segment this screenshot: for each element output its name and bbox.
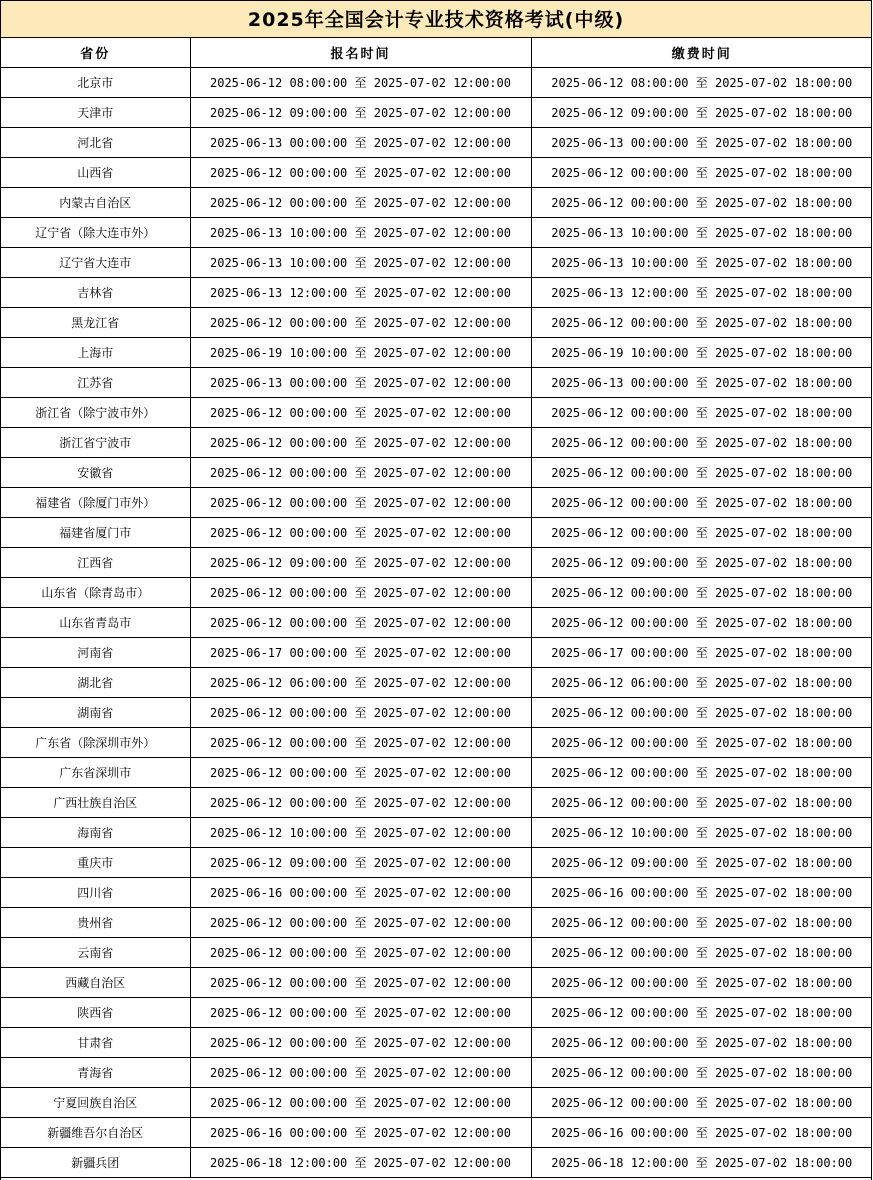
table-row: [1, 338, 872, 368]
table-row: [1, 848, 872, 878]
table-row: [1, 878, 872, 908]
table-row: [1, 308, 872, 338]
cell-payment: 2025-06-12 00:00:00 至 2025-07-02 18:00:00: [531, 1088, 872, 1118]
table-row: [1, 218, 872, 248]
cell-province: 辽宁省（除大连市外）: [1, 218, 190, 248]
cell-payment: 2025-06-17 00:00:00 至 2025-07-02 18:00:00: [531, 638, 872, 668]
cell-payment: 2025-06-12 00:00:00 至 2025-07-02 18:00:00: [531, 608, 872, 638]
cell-payment: 2025-06-12 00:00:00 至 2025-07-02 18:00:00: [531, 308, 872, 338]
cell-province: 广西壮族自治区: [1, 788, 190, 818]
cell-registration: 2025-06-13 10:00:00 至 2025-07-02 12:00:00: [190, 218, 531, 248]
cell-province: 山西省: [1, 158, 190, 188]
table-row: [1, 1148, 872, 1178]
table-row: [1, 398, 872, 428]
table-row: [1, 608, 872, 638]
cell-registration: 2025-06-12 00:00:00 至 2025-07-02 12:00:00: [190, 1088, 531, 1118]
cell-province: 天津市: [1, 98, 190, 128]
cell-province: 浙江省（除宁波市外）: [1, 398, 190, 428]
cell-registration: 2025-06-12 00:00:00 至 2025-07-02 12:00:00: [190, 608, 531, 638]
cell-province: 安徽省: [1, 458, 190, 488]
table-row: [1, 1028, 872, 1058]
cell-province: 江西省: [1, 548, 190, 578]
table-row: [1, 908, 872, 938]
cell-province: 辽宁省大连市: [1, 248, 190, 278]
table-row: [1, 1058, 872, 1088]
cell-province: 新疆维吾尔自治区: [1, 1118, 190, 1148]
cell-province: 北京市: [1, 68, 190, 98]
cell-province: 云南省: [1, 938, 190, 968]
table-row: [1, 1118, 872, 1148]
cell-payment: 2025-06-12 09:00:00 至 2025-07-02 18:00:00: [531, 548, 872, 578]
cell-registration: 2025-06-12 00:00:00 至 2025-07-02 12:00:00: [190, 578, 531, 608]
cell-registration: 2025-06-12 10:00:00 至 2025-07-02 12:00:00: [190, 818, 531, 848]
cell-payment: 2025-06-13 00:00:00 至 2025-07-02 18:00:00: [531, 128, 872, 158]
cell-payment: 2025-06-12 06:00:00 至 2025-07-02 18:00:00: [531, 668, 872, 698]
cell-payment: 2025-06-12 00:00:00 至 2025-07-02 18:00:00: [531, 938, 872, 968]
cell-payment: 2025-06-12 08:00:00 至 2025-07-02 18:00:00: [531, 68, 872, 98]
cell-registration: 2025-06-13 00:00:00 至 2025-07-02 12:00:00: [190, 368, 531, 398]
column-header-registration: 报名时间: [190, 38, 531, 68]
cell-payment: 2025-06-12 00:00:00 至 2025-07-02 18:00:00: [531, 1028, 872, 1058]
cell-payment: 2025-06-12 00:00:00 至 2025-07-02 18:00:00: [531, 158, 872, 188]
column-header-payment: 缴费时间: [531, 38, 872, 68]
cell-province: 新疆兵团: [1, 1148, 190, 1178]
cell-payment: 2025-06-12 09:00:00 至 2025-07-02 18:00:00: [531, 98, 872, 128]
table-row: [1, 278, 872, 308]
column-header-province: 省份: [1, 38, 190, 68]
cell-registration: 2025-06-12 00:00:00 至 2025-07-02 12:00:00: [190, 308, 531, 338]
cell-registration: 2025-06-12 00:00:00 至 2025-07-02 12:00:00: [190, 458, 531, 488]
table-row: [1, 968, 872, 998]
table-row: [1, 248, 872, 278]
cell-registration: 2025-06-13 12:00:00 至 2025-07-02 12:00:00: [190, 278, 531, 308]
cell-registration: 2025-06-12 00:00:00 至 2025-07-02 12:00:00: [190, 1058, 531, 1088]
table-row: [1, 458, 872, 488]
cell-payment: 2025-06-12 00:00:00 至 2025-07-02 18:00:00: [531, 488, 872, 518]
cell-registration: 2025-06-12 08:00:00 至 2025-07-02 12:00:00: [190, 68, 531, 98]
cell-province: 江苏省: [1, 368, 190, 398]
table-row: [1, 638, 872, 668]
page-title: 2025年全国会计专业技术资格考试(中级): [1, 0, 871, 38]
table-row: [1, 578, 872, 608]
table-header-row: [1, 38, 872, 68]
cell-registration: 2025-06-18 12:00:00 至 2025-07-02 12:00:00: [190, 1148, 531, 1178]
table-row: [1, 158, 872, 188]
cell-province: 重庆市: [1, 848, 190, 878]
table-row: [1, 428, 872, 458]
table-row: [1, 188, 872, 218]
cell-province: 陕西省: [1, 998, 190, 1028]
cell-registration: 2025-06-12 00:00:00 至 2025-07-02 12:00:00: [190, 938, 531, 968]
cell-payment: 2025-06-12 00:00:00 至 2025-07-02 18:00:00: [531, 968, 872, 998]
table-row: [1, 128, 872, 158]
cell-registration: 2025-06-16 00:00:00 至 2025-07-02 12:00:00: [190, 878, 531, 908]
cell-registration: 2025-06-12 00:00:00 至 2025-07-02 12:00:00: [190, 188, 531, 218]
table-row: [1, 68, 872, 98]
table-row: [1, 758, 872, 788]
cell-payment: 2025-06-12 00:00:00 至 2025-07-02 18:00:00: [531, 458, 872, 488]
cell-payment: 2025-06-12 00:00:00 至 2025-07-02 18:00:00: [531, 518, 872, 548]
cell-province: 黑龙江省: [1, 308, 190, 338]
cell-payment: 2025-06-12 00:00:00 至 2025-07-02 18:00:00: [531, 908, 872, 938]
cell-payment: 2025-06-13 00:00:00 至 2025-07-02 18:00:00: [531, 368, 872, 398]
cell-payment: 2025-06-12 00:00:00 至 2025-07-02 18:00:00: [531, 728, 872, 758]
table-row: [1, 368, 872, 398]
cell-province: 广东省深圳市: [1, 758, 190, 788]
cell-province: 福建省（除厦门市外）: [1, 488, 190, 518]
table-row: [1, 728, 872, 758]
cell-payment: 2025-06-13 10:00:00 至 2025-07-02 18:00:00: [531, 218, 872, 248]
cell-payment: 2025-06-13 12:00:00 至 2025-07-02 18:00:00: [531, 278, 872, 308]
cell-registration: 2025-06-12 00:00:00 至 2025-07-02 12:00:00: [190, 428, 531, 458]
table-row: [1, 998, 872, 1028]
table-row: [1, 818, 872, 848]
cell-payment: 2025-06-12 00:00:00 至 2025-07-02 18:00:00: [531, 188, 872, 218]
cell-registration: 2025-06-17 00:00:00 至 2025-07-02 12:00:00: [190, 638, 531, 668]
cell-registration: 2025-06-12 00:00:00 至 2025-07-02 12:00:00: [190, 758, 531, 788]
cell-province: 广东省（除深圳市外）: [1, 728, 190, 758]
cell-province: 上海市: [1, 338, 190, 368]
cell-registration: 2025-06-12 00:00:00 至 2025-07-02 12:00:00: [190, 998, 531, 1028]
cell-province: 湖北省: [1, 668, 190, 698]
cell-payment: 2025-06-12 09:00:00 至 2025-07-02 18:00:00: [531, 848, 872, 878]
cell-payment: 2025-06-12 00:00:00 至 2025-07-02 18:00:00: [531, 428, 872, 458]
cell-payment: 2025-06-12 10:00:00 至 2025-07-02 18:00:00: [531, 818, 872, 848]
cell-registration: 2025-06-12 09:00:00 至 2025-07-02 12:00:00: [190, 548, 531, 578]
cell-registration: 2025-06-12 00:00:00 至 2025-07-02 12:00:00: [190, 728, 531, 758]
cell-registration: 2025-06-12 00:00:00 至 2025-07-02 12:00:00: [190, 158, 531, 188]
table-row: [1, 938, 872, 968]
table-row: [1, 98, 872, 128]
cell-province: 贵州省: [1, 908, 190, 938]
cell-province: 青海省: [1, 1058, 190, 1088]
table-row: [1, 518, 872, 548]
cell-province: 西藏自治区: [1, 968, 190, 998]
cell-province: 甘肃省: [1, 1028, 190, 1058]
cell-province: 山东省（除青岛市）: [1, 578, 190, 608]
table-row: [1, 548, 872, 578]
cell-registration: 2025-06-12 00:00:00 至 2025-07-02 12:00:00: [190, 398, 531, 428]
cell-payment: 2025-06-12 00:00:00 至 2025-07-02 18:00:00: [531, 788, 872, 818]
cell-province: 四川省: [1, 878, 190, 908]
cell-registration: 2025-06-12 00:00:00 至 2025-07-02 12:00:00: [190, 788, 531, 818]
cell-province: 宁夏回族自治区: [1, 1088, 190, 1118]
cell-payment: 2025-06-19 10:00:00 至 2025-07-02 18:00:00: [531, 338, 872, 368]
cell-registration: 2025-06-12 09:00:00 至 2025-07-02 12:00:00: [190, 98, 531, 128]
cell-registration: 2025-06-12 00:00:00 至 2025-07-02 12:00:00: [190, 488, 531, 518]
cell-province: 河北省: [1, 128, 190, 158]
table-row: [1, 788, 872, 818]
table-row: [1, 668, 872, 698]
cell-payment: 2025-06-12 00:00:00 至 2025-07-02 18:00:00: [531, 578, 872, 608]
cell-province: 河南省: [1, 638, 190, 668]
cell-payment: 2025-06-13 10:00:00 至 2025-07-02 18:00:00: [531, 248, 872, 278]
table-row: [1, 698, 872, 728]
table-row: [1, 488, 872, 518]
cell-payment: 2025-06-12 00:00:00 至 2025-07-02 18:00:00: [531, 998, 872, 1028]
cell-payment: 2025-06-12 00:00:00 至 2025-07-02 18:00:00: [531, 698, 872, 728]
cell-registration: 2025-06-12 06:00:00 至 2025-07-02 12:00:00: [190, 668, 531, 698]
cell-registration: 2025-06-12 00:00:00 至 2025-07-02 12:00:00: [190, 968, 531, 998]
cell-province: 吉林省: [1, 278, 190, 308]
table-row: [1, 1088, 872, 1118]
cell-province: 海南省: [1, 818, 190, 848]
cell-payment: 2025-06-12 00:00:00 至 2025-07-02 18:00:00: [531, 1058, 872, 1088]
cell-registration: 2025-06-12 00:00:00 至 2025-07-02 12:00:00: [190, 698, 531, 728]
cell-registration: 2025-06-12 00:00:00 至 2025-07-02 12:00:00: [190, 908, 531, 938]
cell-registration: 2025-06-12 09:00:00 至 2025-07-02 12:00:00: [190, 848, 531, 878]
cell-registration: 2025-06-12 00:00:00 至 2025-07-02 12:00:00: [190, 518, 531, 548]
cell-registration: 2025-06-13 00:00:00 至 2025-07-02 12:00:00: [190, 128, 531, 158]
schedule-table: [1, 38, 872, 1178]
cell-province: 湖南省: [1, 698, 190, 728]
cell-province: 山东省青岛市: [1, 608, 190, 638]
cell-payment: 2025-06-12 00:00:00 至 2025-07-02 18:00:00: [531, 398, 872, 428]
cell-registration: 2025-06-16 00:00:00 至 2025-07-02 12:00:00: [190, 1118, 531, 1148]
cell-payment: 2025-06-16 00:00:00 至 2025-07-02 18:00:00: [531, 878, 872, 908]
cell-province: 内蒙古自治区: [1, 188, 190, 218]
cell-payment: 2025-06-16 00:00:00 至 2025-07-02 18:00:00: [531, 1118, 872, 1148]
cell-payment: 2025-06-18 12:00:00 至 2025-07-02 18:00:00: [531, 1148, 872, 1178]
cell-province: 浙江省宁波市: [1, 428, 190, 458]
cell-province: 福建省厦门市: [1, 518, 190, 548]
cell-registration: 2025-06-12 00:00:00 至 2025-07-02 12:00:00: [190, 1028, 531, 1058]
cell-registration: 2025-06-13 10:00:00 至 2025-07-02 12:00:00: [190, 248, 531, 278]
cell-registration: 2025-06-19 10:00:00 至 2025-07-02 12:00:00: [190, 338, 531, 368]
cell-payment: 2025-06-12 00:00:00 至 2025-07-02 18:00:00: [531, 758, 872, 788]
